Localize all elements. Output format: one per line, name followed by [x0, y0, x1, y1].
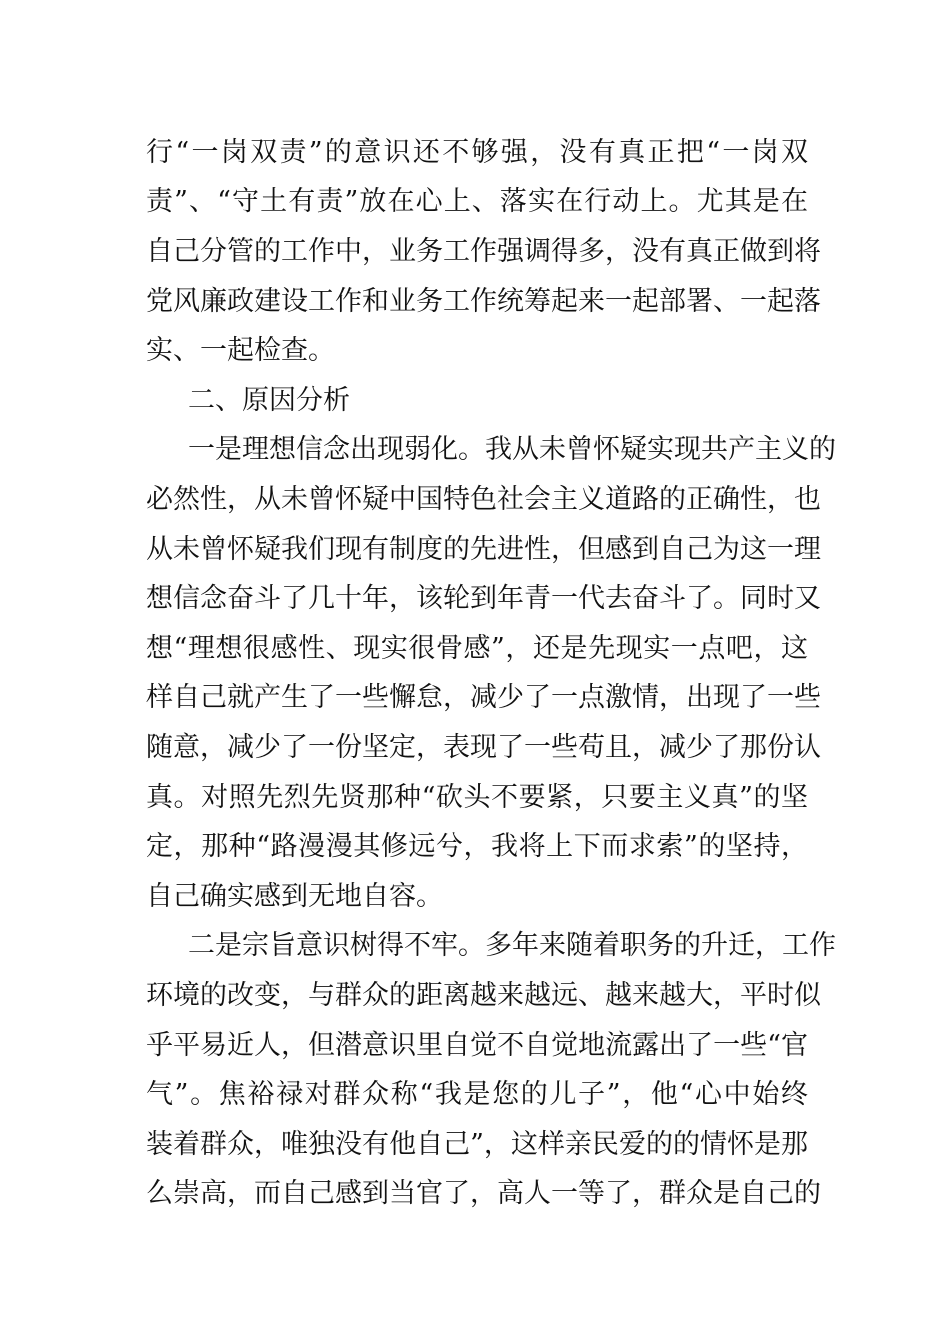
- text-line-5: 实、一起检查。: [146, 335, 335, 366]
- text-line-10: 想信念奋斗了几十年，该轮到年青一代去奋斗了。同时又: [146, 583, 821, 614]
- section-heading-cause-analysis: 二、原因分析: [188, 385, 350, 416]
- text-line-20: 气”。焦裕禄对群众称“我是您的儿子”，他“心中始终: [146, 1079, 808, 1110]
- text-line-22: 么崇高，而自己感到当官了，高人一等了，群众是自己的: [146, 1178, 821, 1209]
- text-line-15: 定，那种“路漫漫其修远兮，我将上下而求索”的坚持，: [146, 831, 808, 862]
- text-line-9: 从未曾怀疑我们现有制度的先进性，但感到自己为这一理: [146, 534, 821, 565]
- text-line-18: 环境的改变，与群众的距离越来越远、越来越大，平时似: [146, 980, 821, 1011]
- text-line-19: 乎平易近人，但潜意识里自觉不自觉地流露出了一些“官: [146, 1030, 808, 1061]
- text-line-21: 装着群众，唯独没有他自己”，这样亲民爱的的情怀是那: [146, 1129, 808, 1160]
- text-line-8: 必然性，从未曾怀疑中国特色社会主义道路的正确性，也: [146, 484, 821, 515]
- text-line-13: 随意，减少了一份坚定，表现了一些苟且，减少了那份认: [146, 732, 821, 763]
- text-line-16: 自己确实感到无地自容。: [146, 881, 443, 912]
- text-line-7: 一是理想信念出现弱化。我从未曾怀疑实现共产主义的: [188, 434, 836, 465]
- text-line-2: 责”、“守土有责”放在心上、落实在行动上。尤其是在: [146, 186, 808, 217]
- text-line-4: 党风廉政建设工作和业务工作统筹起来一起部署、一起落: [146, 286, 821, 317]
- text-line-12: 样自己就产生了一些懈怠，减少了一点激情，出现了一些: [146, 682, 821, 713]
- text-line-17: 二是宗旨意识树得不牢。多年来随着职务的升迁，工作: [188, 930, 836, 961]
- text-line-3: 自己分管的工作中，业务工作强调得多，没有真正做到将: [146, 236, 821, 267]
- text-line-1: 行“一岗双责”的意识还不够强，没有真正把“一岗双: [146, 137, 808, 168]
- text-line-14: 真。对照先烈先贤那种“砍头不要紧，只要主义真”的坚: [146, 782, 808, 813]
- text-line-11: 想“理想很感性、现实很骨感”，还是先现实一点吧，这: [146, 633, 808, 664]
